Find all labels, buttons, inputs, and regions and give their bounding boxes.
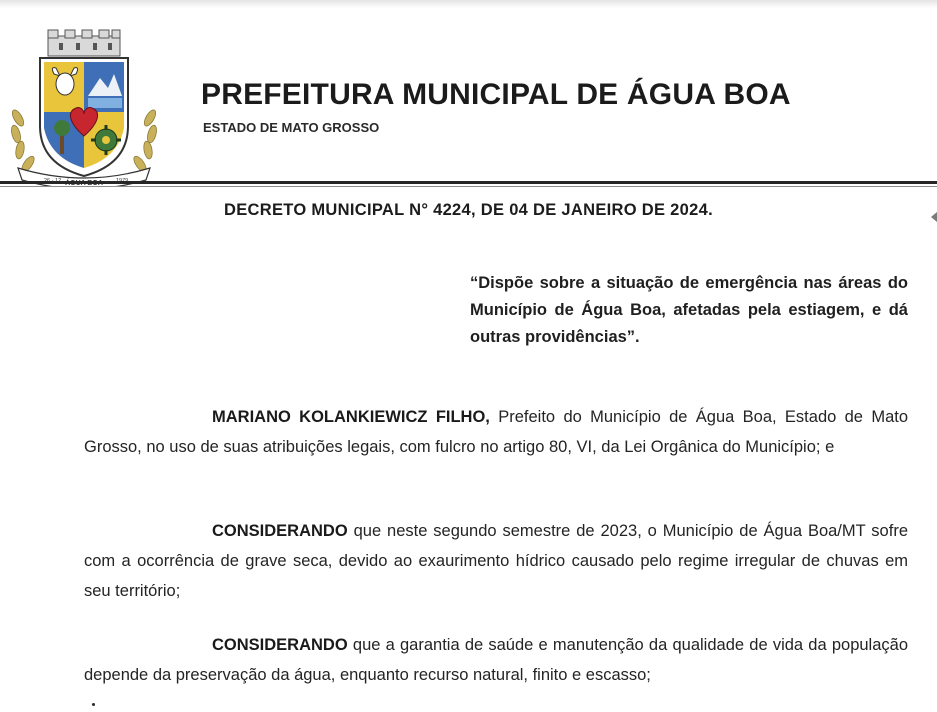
paragraph-lead: CONSIDERANDO — [212, 636, 348, 654]
paragraph-considerando-1 — [84, 516, 908, 606]
decree-summary: “Dispõe sobre a situação de emergência nas áreas do Município de Água Boa, afetadas pela estiagem, e dá outras providências”. — [470, 274, 908, 346]
paragraph-text: que a garantia de saúde e manutenção da qualidade de vida da população depende da preservação da água, enquanto recurso natural, finito e escasso; — [84, 636, 908, 684]
decree-title: DECRETO MUNICIPAL N° 4224, DE 04 DE JANEIRO DE 2024. — [224, 201, 713, 219]
header-divider-thin — [0, 186, 937, 187]
paragraph-text: Prefeito do Município de Água Boa, Estado de Mato Grosso, no uso de suas atribuições legais, com fulcro no artigo 80, VI, da Lei Orgânica do Município; e — [84, 408, 909, 456]
paragraph-preamble — [84, 402, 908, 462]
paragraph-considerando-2 — [84, 630, 908, 690]
page-top-edge — [0, 0, 937, 8]
scan-artifact-dot — [92, 703, 95, 706]
municipal-crest-icon — [4, 26, 164, 186]
page-title: PREFEITURA MUNICIPAL DE ÁGUA BOA — [201, 78, 791, 111]
header-divider — [0, 181, 937, 184]
paragraph-lead: CONSIDERANDO — [212, 522, 348, 540]
paragraph-lead: MARIANO KOLANKIEWICZ FILHO, — [212, 408, 490, 426]
state-subtitle: ESTADO DE MATO GROSSO — [203, 120, 380, 135]
paragraph-text: que neste segundo semestre de 2023, o Município de Água Boa/MT sofre com a ocorrência de grave seca, devido ao exaurimento hídrico causado pelo regime irregular de chuvas em seu território; — [84, 522, 908, 600]
page-edge-marker-icon — [931, 212, 937, 222]
